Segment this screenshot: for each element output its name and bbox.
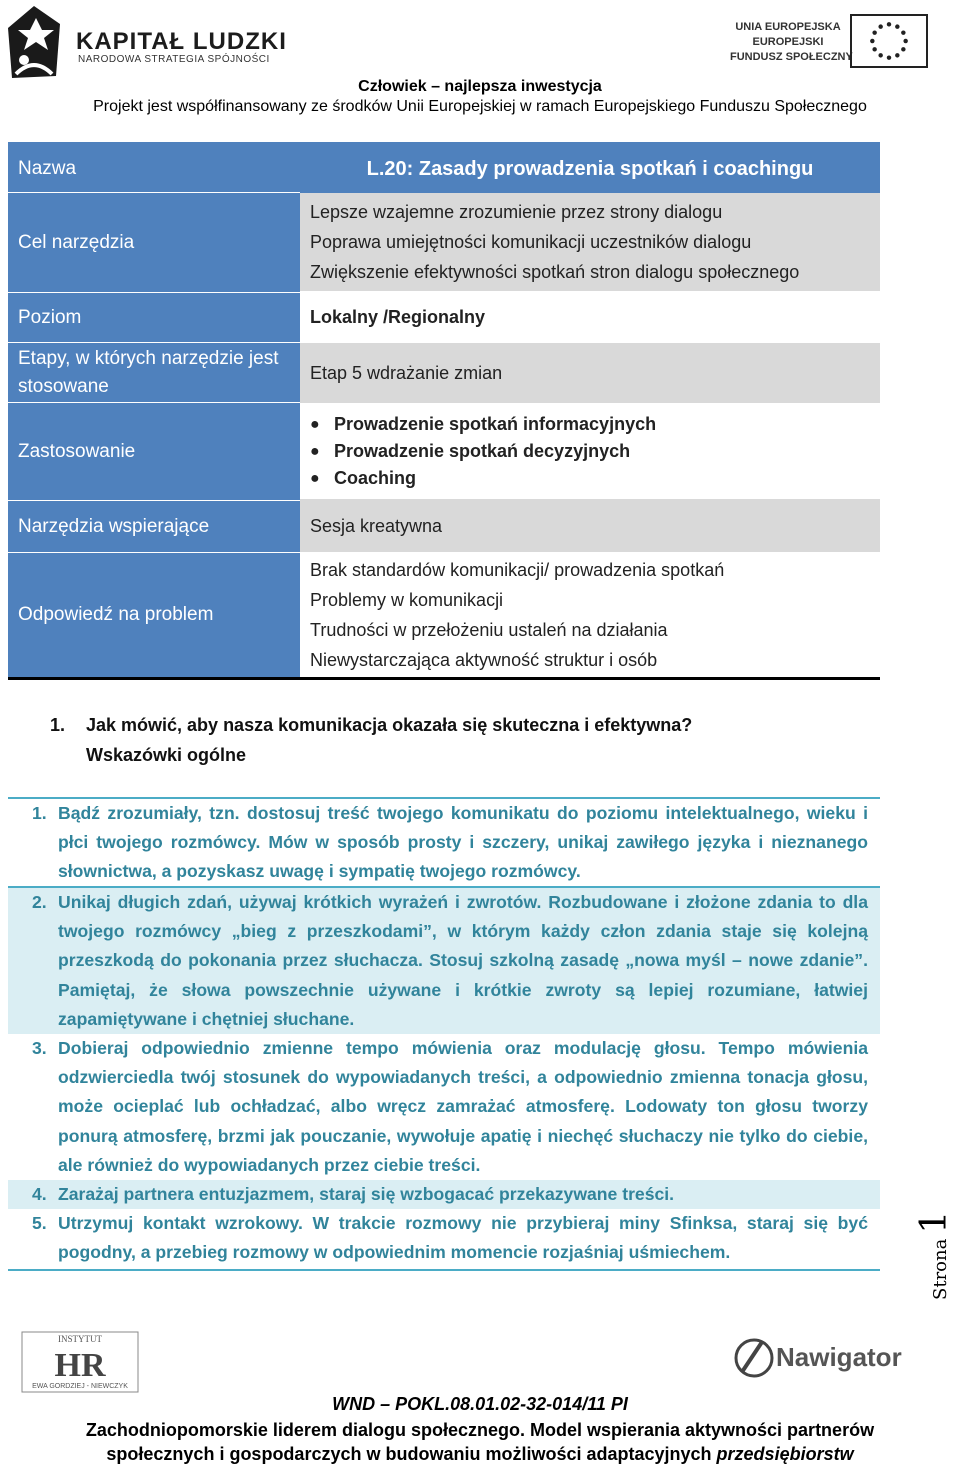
- table-bottom-border: [8, 677, 880, 680]
- hr-logo-top: INSTYTUT: [58, 1334, 102, 1344]
- bullet-icon: ●: [310, 469, 320, 487]
- page-footer: [0, 1320, 960, 1468]
- support-value: Sesja kreatywna: [310, 515, 443, 536]
- footer-line-2-text: społecznych i gospodarczych w budowaniu możliwości adaptacyjnych: [106, 1444, 717, 1464]
- goal-line-1: Lepsze wzajemne zrozumienie przez strony dialogu: [310, 202, 723, 222]
- usage-item-label: Prowadzenie spotkań informacyjnych: [334, 413, 657, 434]
- tip-text: Bądź zrozumiały, tzn. dostosuj treść twojego komunikatu do poziomu intelektualnego, wieku i płci twojego rozmówcy. Mów w sposób prosty i szczery, unikaj zawiłego języka i nieznanego słownictwa, a pozyskasz uwagę i sympatię twojego rozmówcy.: [58, 803, 868, 882]
- support-cell: [300, 499, 880, 552]
- tips-bottom-rule: [8, 1269, 880, 1271]
- tip-number: 5.: [32, 1213, 47, 1233]
- label-problem: Odpowiedź na problem: [18, 604, 214, 625]
- tip-number: 1.: [32, 803, 47, 823]
- label-stages: Etapy, w których narzędzie jest stosowane: [8, 343, 300, 403]
- usage-item: [310, 411, 880, 438]
- label-name: Nazwa: [8, 145, 300, 193]
- goal-cell: [300, 193, 880, 291]
- kapital-ludzki-emblem-icon: [6, 4, 62, 80]
- kapital-ludzki-subtitle: NARODOWA STRATEGIA SPÓJNOŚCI: [78, 54, 270, 65]
- bullet-icon: ●: [310, 415, 320, 433]
- level-cell: [300, 291, 880, 343]
- tip-item: [8, 888, 880, 1034]
- bullet-icon: ●: [310, 442, 320, 460]
- tip-number: 2.: [32, 892, 47, 912]
- stages-value: Etap 5 wdrażanie zmian: [310, 363, 503, 383]
- problem-line-2: Problemy w komunikacji: [310, 589, 504, 610]
- problem-line-1: Brak standardów komunikacji/ prowadzenia spotkań: [310, 559, 725, 580]
- tip-text: Dobieraj odpowiednio zmienne tempo mówienia oraz modulację głosu. Tempo mówienia odzwierciedla twój stosunek do wypowiadanych treści, a odpowiednio zmienna tonacja głosu, może ocieplać lub ochładzać, albo wręcz zamrażać atmosferę. Lodowaty ton głosu tworzy ponurą atmosferę, brzmi jak pouczanie, wywołuje apatię i niechęć słuchaczy nie tylko do ciebie, ale również do wypowiadanych przez ciebie treści.: [58, 1038, 868, 1175]
- tip-number: 4.: [32, 1184, 47, 1204]
- tip-text: Zarażaj partnera entuzjazmem, staraj się wzbogacać przekazywane treści.: [58, 1184, 675, 1204]
- label-support: Narzędzia wspierające: [8, 501, 300, 553]
- problem-cell: [300, 552, 880, 677]
- footer-line-2-italic: przedsiębiorstw: [716, 1444, 854, 1464]
- hr-logo-mark: HR: [54, 1347, 106, 1384]
- label-goal: Cel narzędzia: [8, 193, 300, 293]
- nawigator-name: Nawigator: [776, 1342, 902, 1372]
- kapital-ludzki-title: KAPITAŁ LUDZKI: [76, 28, 287, 55]
- question-number: 1.: [50, 715, 66, 735]
- kapital-ludzki-logo: [6, 4, 287, 80]
- usage-item-label: Prowadzenie spotkań decyzyjnych: [334, 440, 631, 461]
- usage-cell: [300, 403, 880, 499]
- nawigator-logo: [732, 1328, 912, 1392]
- eu-logo: [730, 14, 930, 70]
- table-label-column: [8, 145, 300, 677]
- eu-line-3: FUNDUSZ SPOŁECZNY: [730, 51, 853, 63]
- goal-line-3: Zwiększenie efektywności spotkań stron dialogu społecznego: [310, 262, 800, 282]
- eu-logo-text: [730, 20, 853, 65]
- usage-item: [310, 438, 880, 465]
- goal-line-2: Poprawa umiejętności komunikacji uczestników dialogu: [310, 232, 752, 252]
- tool-name: L.20: Zasady prowadzenia spotkań i coachingu: [300, 145, 880, 193]
- cofinance-note: Projekt jest współfinansowany ze środków Unii Europejskiej w ramach Europejskiego Funduszu Społecznego: [93, 98, 867, 115]
- level-value: Lokalny /Regionalny: [310, 307, 486, 327]
- label-usage: Zastosowanie: [8, 403, 300, 501]
- footer-line-1: Zachodniopomorskie liderem dialogu społecznego. Model wspierania aktywności partnerów: [85, 1420, 875, 1440]
- question-subtitle: Wskazówki ogólne: [86, 745, 247, 765]
- tip-number: 3.: [32, 1038, 47, 1058]
- tip-item: [8, 1034, 880, 1180]
- page-number-value: 1: [914, 1210, 955, 1234]
- motto: Człowiek – najlepsza inwestycja: [358, 78, 602, 95]
- problem-line-3: Trudności w przełożeniu ustaleń na działania: [310, 619, 668, 640]
- page-label: Strona: [930, 1238, 951, 1300]
- usage-item: [310, 465, 880, 492]
- hr-logo-bottom: EWA GORDZIEJ - NIEWCZYK: [32, 1383, 128, 1390]
- instytut-hr-logo: [20, 1330, 140, 1394]
- tip-text: Utrzymuj kontakt wzrokowy. W trakcie rozmowy nie przybieraj miny Sfinksa, staraj się być pogodny, a przebieg rozmowy w odpowiednim momencie rozjaśniaj uśmiechem.: [58, 1213, 868, 1263]
- eu-flag-icon: [850, 14, 928, 68]
- question-text: Jak mówić, aby nasza komunikacja okazała się skuteczna i efektywna?: [86, 715, 693, 735]
- project-code: WND – POKL.08.01.02-32-014/11 PI: [332, 1394, 628, 1414]
- eu-line-1: UNIA EUROPEJSKA: [735, 21, 841, 33]
- tip-item: [8, 1209, 880, 1269]
- page-header: [0, 0, 960, 130]
- stages-cell: [300, 343, 880, 403]
- section-question: [50, 710, 692, 770]
- eu-line-2: EUROPEJSKI: [752, 36, 824, 48]
- tip-text: Unikaj długich zdań, używaj krótkich wyrażeń i zwrotów. Rozbudowane i złożone zdania to dla twojego rozmówcy „bieg z przeszkodami”, w którym każdy człon zdania staje się kolejną przeszkodą do pokonania przez słuchacza. Stosuj szkolną zasadę „nowa myśl – nowe zdanie”. Pamiętaj, że słowa powszechnie używane i krótkie zwroty są lepiej rozumiane, łatwiej zapamiętywane i chętniej słuchane.: [58, 892, 868, 1029]
- label-level: Poziom: [8, 293, 300, 343]
- tip-item: [8, 799, 880, 886]
- footer-line-2: [0, 1444, 960, 1465]
- tip-item: [8, 1180, 880, 1209]
- usage-item-label: Coaching: [334, 467, 417, 488]
- problem-line-4: Niewystarczająca aktywność struktur i osób: [310, 649, 658, 670]
